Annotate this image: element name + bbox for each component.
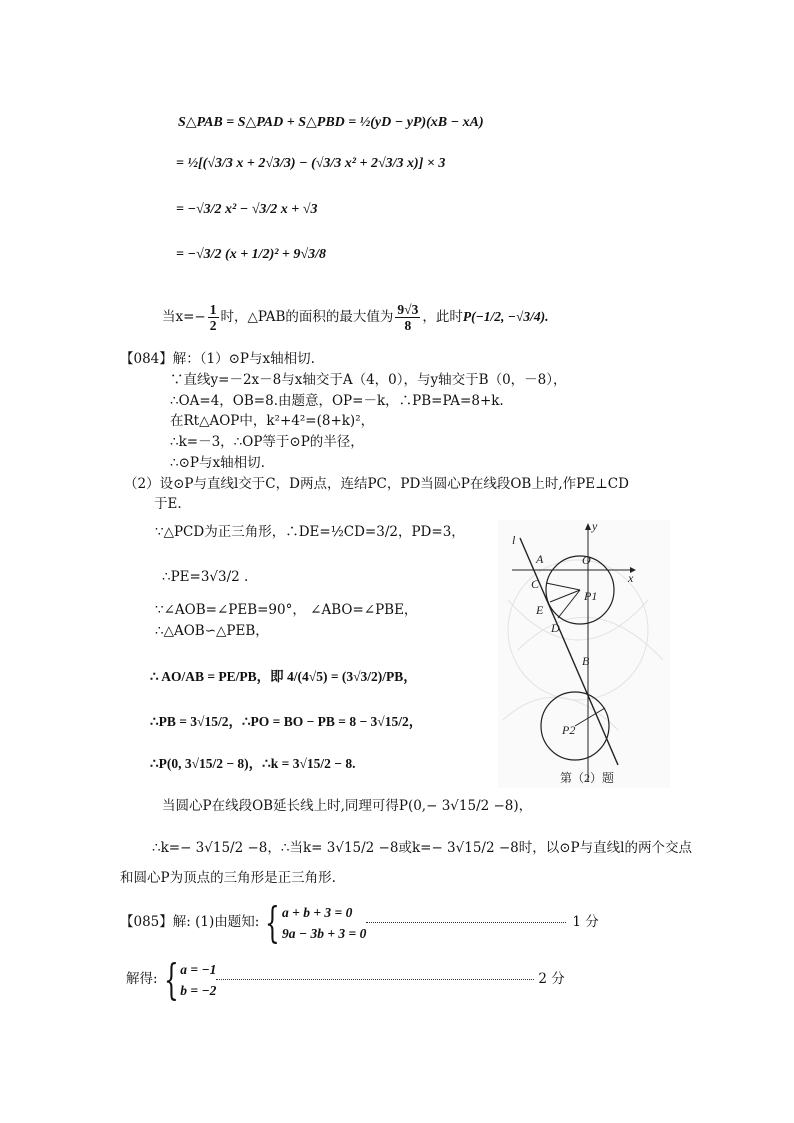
problem-085-first-line xyxy=(120,897,599,947)
conclusion-text-b: 时，△PAB的面积的最大值为 xyxy=(220,309,394,325)
fraction-numerator: 9√3 xyxy=(397,302,419,317)
part2-step-6: ∴PB = 3√15/2，∴PO = BO − PB = 8 − 3√15/2， xyxy=(150,714,423,729)
part2-step-3: ∵∠AOB=∠PEB=90°， ∠ABO=∠PBE， xyxy=(155,602,418,618)
fraction-denominator: 8 xyxy=(404,318,412,333)
dotted-leader xyxy=(216,979,534,980)
solution-line-2: ∵直线y=－2x－8与x轴交于A（4，0），与y轴交于B（0，－8）， xyxy=(170,372,567,388)
geometry-figure xyxy=(498,520,670,788)
equation-system-2 xyxy=(158,954,217,1004)
label-a: A xyxy=(536,552,544,566)
part2-step-2: ∴PE=3√3/2 . xyxy=(162,569,249,585)
part1-intro: 解: (1)由题知: xyxy=(172,914,260,930)
part2-step-9: ∴k=− 3√15/2 −8，∴当k= 3√15/2 −8或k=− 3√15/2 −8时，以⊙P与直线l的两个交点 xyxy=(152,840,692,856)
max-area-conclusion xyxy=(162,300,548,334)
figure-svg xyxy=(498,520,670,788)
label-d: D xyxy=(551,621,560,635)
part2-step-1: ∵△PCD为正三角形，∴DE=½CD=3/2，PD=3， xyxy=(155,524,465,540)
left-brace: { xyxy=(163,954,179,1004)
label-b: B xyxy=(582,654,590,668)
area-equation-line-3: = −√3/2 x² − √3/2 x + √3 xyxy=(176,202,318,217)
part1-heading: 解：（1）⊙P与x轴相切. xyxy=(172,351,315,367)
part2-step-7: ∴P(0, 3√15/2 − 8)，∴k = 3√15/2 − 8. xyxy=(150,756,356,771)
solve-label: 解得: xyxy=(126,971,158,987)
part2-line-2: 于E. xyxy=(154,496,182,512)
label-x: x xyxy=(628,571,634,585)
label-p1: P1 xyxy=(584,589,598,603)
label-l: l xyxy=(512,533,516,547)
part2-step-10: 和圆心P为顶点的三角形是正三角形. xyxy=(120,870,336,886)
conclusion-text-a: 当x=− xyxy=(162,309,206,325)
fraction-numerator: 1 xyxy=(209,302,217,317)
solution-line-4: 在Rt△AOP中，k²+4²=(8+k)²， xyxy=(170,413,375,429)
system-2-row-1: a = −1 xyxy=(180,961,217,977)
equation-system-1 xyxy=(259,897,367,947)
score-2: 2 分 xyxy=(538,971,565,987)
problem-084-first-line xyxy=(120,349,315,369)
x-value-fraction xyxy=(208,302,219,333)
solution-line-5: ∴k=－3，∴OP等于⊙P的半径， xyxy=(170,434,364,450)
part2-step-5: ∴ AO/AB = PE/PB，即 4/(4√5) = (3√3/2)/PB， xyxy=(150,669,417,684)
label-p2: P2 xyxy=(562,723,576,737)
system-1-row-1: a + b + 3 = 0 xyxy=(282,904,353,920)
part2-step-8: 当圆心P在线段OB延长线上时,同理可得P(0,− 3√15/2 −8)， xyxy=(162,798,533,814)
part2-step-4: ∴△AOB∽△PEB， xyxy=(155,623,269,639)
area-equation-line-4: = −√3/2 (x + 1/2)² + 9√3/8 xyxy=(176,247,326,262)
label-e: E xyxy=(536,603,544,617)
score-1: 1 分 xyxy=(572,914,599,930)
dotted-leader xyxy=(366,922,566,923)
figure-caption: 第（2）题 xyxy=(560,771,615,785)
area-equation-line-2: = ½[(√3/3 x + 2√3/3) − (√3/3 x² + 2√3/3 x)] × 3 xyxy=(176,156,446,171)
system-2-row-2: b = −2 xyxy=(180,982,217,998)
label-c: C xyxy=(531,577,540,591)
problem-tag: 【085】 xyxy=(120,914,173,930)
part2-line-1: （2）设⊙P与直线l交于C，D两点，连结PC，PD当圆心P在线段OB上时,作PE⊥CD xyxy=(124,476,629,492)
point-p-coordinates: P(−1/2, −√3/4). xyxy=(462,309,549,324)
fraction-denominator: 2 xyxy=(209,318,217,333)
problem-tag: 【084】 xyxy=(120,351,173,367)
system-1-row-2: 9a − 3b + 3 = 0 xyxy=(282,925,367,941)
label-y: y xyxy=(592,520,598,533)
solution-line-6: ∴⊙P与x轴相切. xyxy=(170,455,265,471)
solution-085-line xyxy=(126,954,565,1004)
label-o: O xyxy=(582,553,591,567)
max-value-fraction xyxy=(395,302,420,333)
area-equation-line-1: S△PAB = S△PAD + S△PBD = ½(yD − yP)(xB − xA) xyxy=(178,115,484,130)
solution-line-3: ∴OA=4，OB=8.由题意，OP=－k，∴PB=PA=8+k. xyxy=(170,393,504,409)
left-brace: { xyxy=(265,897,281,947)
conclusion-text-c: ，此时 xyxy=(422,309,463,325)
